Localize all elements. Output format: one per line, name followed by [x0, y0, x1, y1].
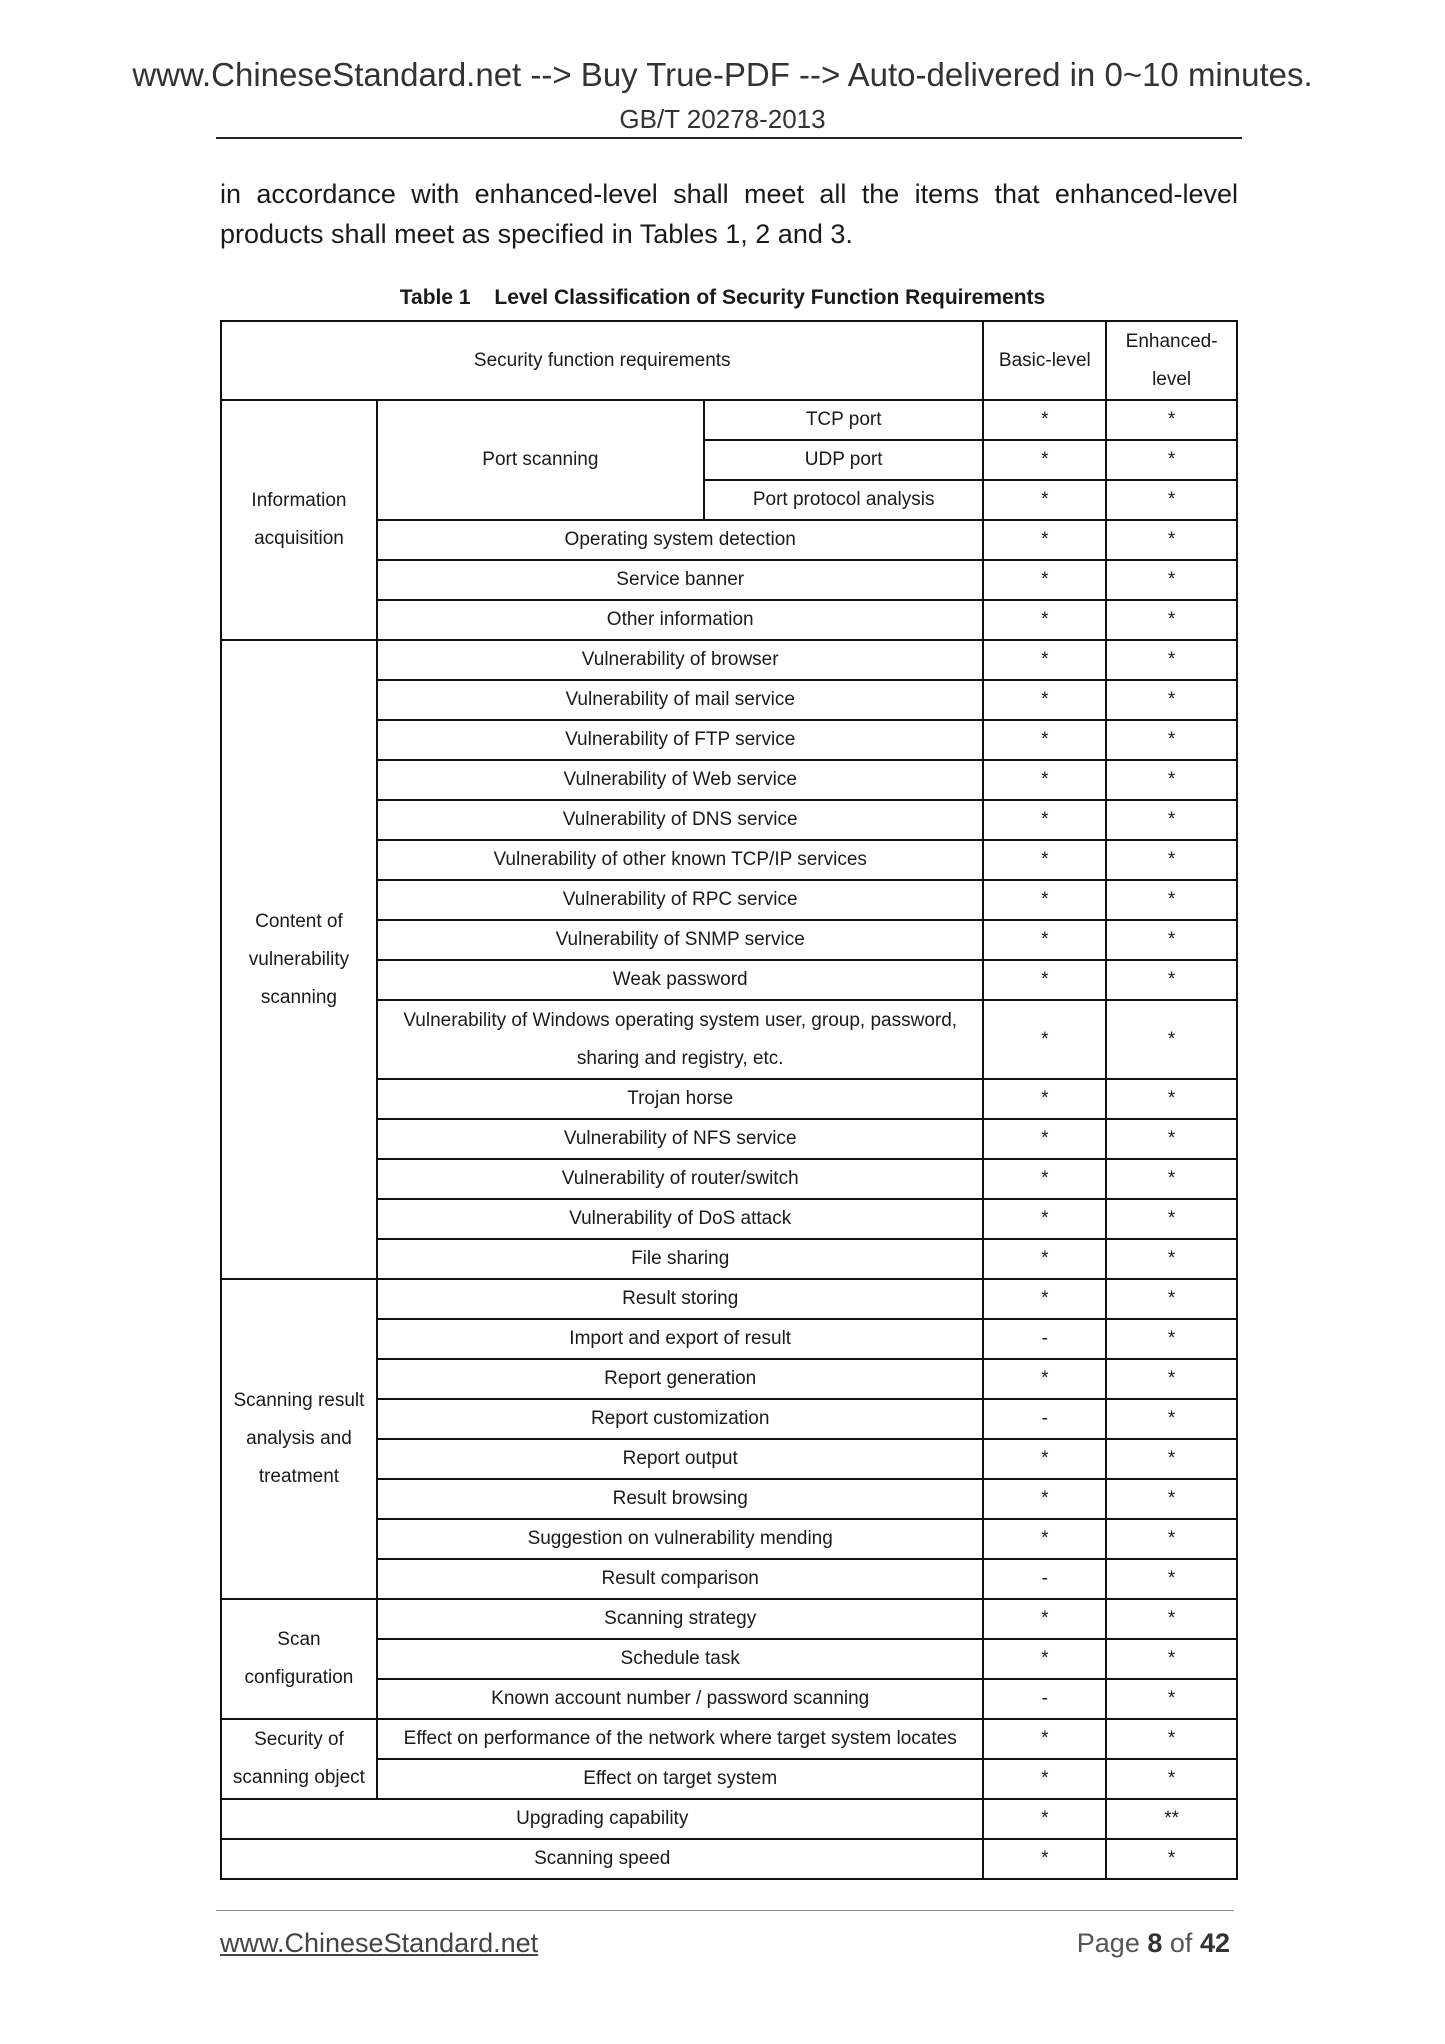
item-cell: Port protocol analysis	[704, 480, 984, 520]
enhanced-cell: *	[1106, 1279, 1237, 1319]
basic-cell: *	[983, 1159, 1106, 1199]
table-row	[221, 1839, 1237, 1879]
item-cell: UDP port	[704, 440, 984, 480]
table-caption-title: Level Classification of Security Function Requirements	[494, 286, 1046, 309]
table-row	[221, 1599, 1237, 1639]
enhanced-cell: **	[1106, 1799, 1237, 1839]
item-cell: Vulnerability of browser	[377, 640, 984, 680]
group-scan-configuration: Scan configuration	[221, 1599, 377, 1719]
basic-cell: *	[983, 1639, 1106, 1679]
item-cell: Vulnerability of RPC service	[377, 880, 984, 920]
basic-cell: *	[983, 1119, 1106, 1159]
enhanced-cell: *	[1106, 1839, 1237, 1879]
basic-cell: *	[983, 520, 1106, 560]
table-row	[221, 1279, 1237, 1319]
item-cell: Result comparison	[377, 1559, 984, 1599]
enhanced-cell: *	[1106, 1479, 1237, 1519]
item-cell: Scanning strategy	[377, 1599, 984, 1639]
enhanced-cell: *	[1106, 1119, 1237, 1159]
enhanced-cell: *	[1106, 880, 1237, 920]
item-cell: Other information	[377, 600, 984, 640]
item-cell: Vulnerability of SNMP service	[377, 920, 984, 960]
enhanced-cell: *	[1106, 640, 1237, 680]
basic-cell: *	[983, 1519, 1106, 1559]
enhanced-cell: *	[1106, 1359, 1237, 1399]
group-scanning-result-analysis: Scanning result analysis and treatment	[221, 1279, 377, 1599]
item-cell: Vulnerability of other known TCP/IP services	[377, 840, 984, 880]
item-cell: Vulnerability of DNS service	[377, 800, 984, 840]
basic-cell: *	[983, 1839, 1106, 1879]
item-cell: Scanning speed	[221, 1839, 983, 1879]
basic-cell: *	[983, 480, 1106, 520]
basic-cell: *	[983, 1479, 1106, 1519]
enhanced-cell: *	[1106, 1559, 1237, 1599]
basic-cell: *	[983, 720, 1106, 760]
item-cell: TCP port	[704, 400, 984, 440]
enhanced-cell: *	[1106, 960, 1237, 1000]
table-header-row	[221, 321, 1237, 400]
item-cell: Report output	[377, 1439, 984, 1479]
basic-cell: *	[983, 880, 1106, 920]
item-cell: Report generation	[377, 1359, 984, 1399]
basic-cell: -	[983, 1559, 1106, 1599]
item-cell: File sharing	[377, 1239, 984, 1279]
basic-cell: *	[983, 1359, 1106, 1399]
basic-cell: *	[983, 760, 1106, 800]
item-cell: Vulnerability of router/switch	[377, 1159, 984, 1199]
enhanced-cell: *	[1106, 720, 1237, 760]
basic-cell: *	[983, 1000, 1106, 1079]
basic-cell: -	[983, 1399, 1106, 1439]
basic-cell: *	[983, 680, 1106, 720]
enhanced-cell: *	[1106, 1519, 1237, 1559]
basic-cell: *	[983, 1079, 1106, 1119]
group-information-acquisition: Information acquisition	[221, 400, 377, 640]
enhanced-cell: *	[1106, 1719, 1237, 1759]
enhanced-cell: *	[1106, 1000, 1237, 1079]
table-row	[221, 1719, 1237, 1759]
enhanced-cell: *	[1106, 680, 1237, 720]
basic-cell: *	[983, 1439, 1106, 1479]
basic-cell: *	[983, 1599, 1106, 1639]
page-number	[1077, 1928, 1230, 1959]
item-cell: Vulnerability of Web service	[377, 760, 984, 800]
item-cell: Service banner	[377, 560, 984, 600]
basic-cell: *	[983, 1759, 1106, 1799]
basic-cell: -	[983, 1679, 1106, 1719]
header-enhanced-level: Enhanced- level	[1106, 321, 1237, 400]
basic-cell: *	[983, 600, 1106, 640]
enhanced-cell: *	[1106, 1159, 1237, 1199]
item-cell: Known account number / password scanning	[377, 1679, 984, 1719]
intro-paragraph: in accordance with enhanced-level shall meet all the items that enhanced-level products shall meet as specified in Tables 1, 2 and 3.	[220, 179, 1238, 249]
enhanced-cell: *	[1106, 760, 1237, 800]
enhanced-cell: *	[1106, 1239, 1237, 1279]
basic-cell: *	[983, 840, 1106, 880]
enhanced-cell: *	[1106, 800, 1237, 840]
basic-cell: *	[983, 640, 1106, 680]
page-of: of	[1169, 1928, 1193, 1958]
page-total: 42	[1199, 1928, 1230, 1958]
group-security-of-scanning-object: Security of scanning object	[221, 1719, 377, 1799]
basic-cell: -	[983, 1319, 1106, 1359]
enhanced-cell: *	[1106, 1199, 1237, 1239]
item-cell: Schedule task	[377, 1639, 984, 1679]
header-standard-number: GB/T 20278-2013	[619, 104, 826, 134]
item-cell: Trojan horse	[377, 1079, 984, 1119]
basic-cell: *	[983, 440, 1106, 480]
page-word: Page	[1076, 1928, 1140, 1958]
header-requirements: Security function requirements	[221, 321, 983, 400]
item-cell: Vulnerability of mail service	[377, 680, 984, 720]
item-cell: Operating system detection	[377, 520, 984, 560]
item-cell: Vulnerability of Windows operating system user, group, password, sharing and registry, etc.	[377, 1000, 984, 1079]
table-row	[221, 640, 1237, 680]
item-cell: Result storing	[377, 1279, 984, 1319]
requirements-table	[220, 320, 1238, 1880]
item-cell: Effect on performance of the network where target system locates	[377, 1719, 984, 1759]
item-cell: Upgrading capability	[221, 1799, 983, 1839]
item-cell: Vulnerability of DoS attack	[377, 1199, 984, 1239]
enhanced-cell: *	[1106, 480, 1237, 520]
enhanced-cell: *	[1106, 1399, 1237, 1439]
group-vulnerability-scanning: Content of vulnerability scanning	[221, 640, 377, 1279]
page-current: 8	[1147, 1928, 1163, 1958]
enhanced-cell: *	[1106, 1599, 1237, 1639]
table-caption	[0, 286, 1445, 310]
enhanced-cell: *	[1106, 840, 1237, 880]
table-row	[221, 400, 1237, 440]
enhanced-cell: *	[1106, 600, 1237, 640]
enhanced-cell: *	[1106, 1439, 1237, 1479]
item-cell: Report customization	[377, 1399, 984, 1439]
item-cell: Effect on target system	[377, 1759, 984, 1799]
enhanced-cell: *	[1106, 1679, 1237, 1719]
basic-cell: *	[983, 1719, 1106, 1759]
basic-cell: *	[983, 800, 1106, 840]
basic-cell: *	[983, 920, 1106, 960]
basic-cell: *	[983, 1199, 1106, 1239]
header-basic-level: Basic-level	[983, 321, 1106, 400]
enhanced-cell: *	[1106, 1759, 1237, 1799]
item-cell: Vulnerability of FTP service	[377, 720, 984, 760]
basic-cell: *	[983, 1279, 1106, 1319]
subgroup-port-scanning: Port scanning	[377, 400, 704, 520]
item-cell: Suggestion on vulnerability mending	[377, 1519, 984, 1559]
enhanced-cell: *	[1106, 1319, 1237, 1359]
item-cell: Result browsing	[377, 1479, 984, 1519]
enhanced-cell: *	[1106, 1079, 1237, 1119]
enhanced-cell: *	[1106, 520, 1237, 560]
enhanced-cell: *	[1106, 440, 1237, 480]
enhanced-cell: *	[1106, 1639, 1237, 1679]
basic-cell: *	[983, 400, 1106, 440]
enhanced-cell: *	[1106, 400, 1237, 440]
basic-cell: *	[983, 960, 1106, 1000]
footer-site-link[interactable]: www.ChineseStandard.net	[220, 1928, 539, 1958]
footer-divider	[216, 1910, 1234, 1911]
table-row	[221, 1799, 1237, 1839]
basic-cell: *	[983, 560, 1106, 600]
header-divider	[216, 137, 1242, 139]
basic-cell: *	[983, 1799, 1106, 1839]
basic-cell: *	[983, 1239, 1106, 1279]
item-cell: Weak password	[377, 960, 984, 1000]
item-cell: Vulnerability of NFS service	[377, 1119, 984, 1159]
header-site-line: www.ChineseStandard.net --> Buy True-PDF --> Auto-delivered in 0~10 minutes.	[132, 56, 1313, 93]
table-caption-number: Table 1	[399, 286, 471, 309]
item-cell: Import and export of result	[377, 1319, 984, 1359]
enhanced-cell: *	[1106, 560, 1237, 600]
enhanced-cell: *	[1106, 920, 1237, 960]
